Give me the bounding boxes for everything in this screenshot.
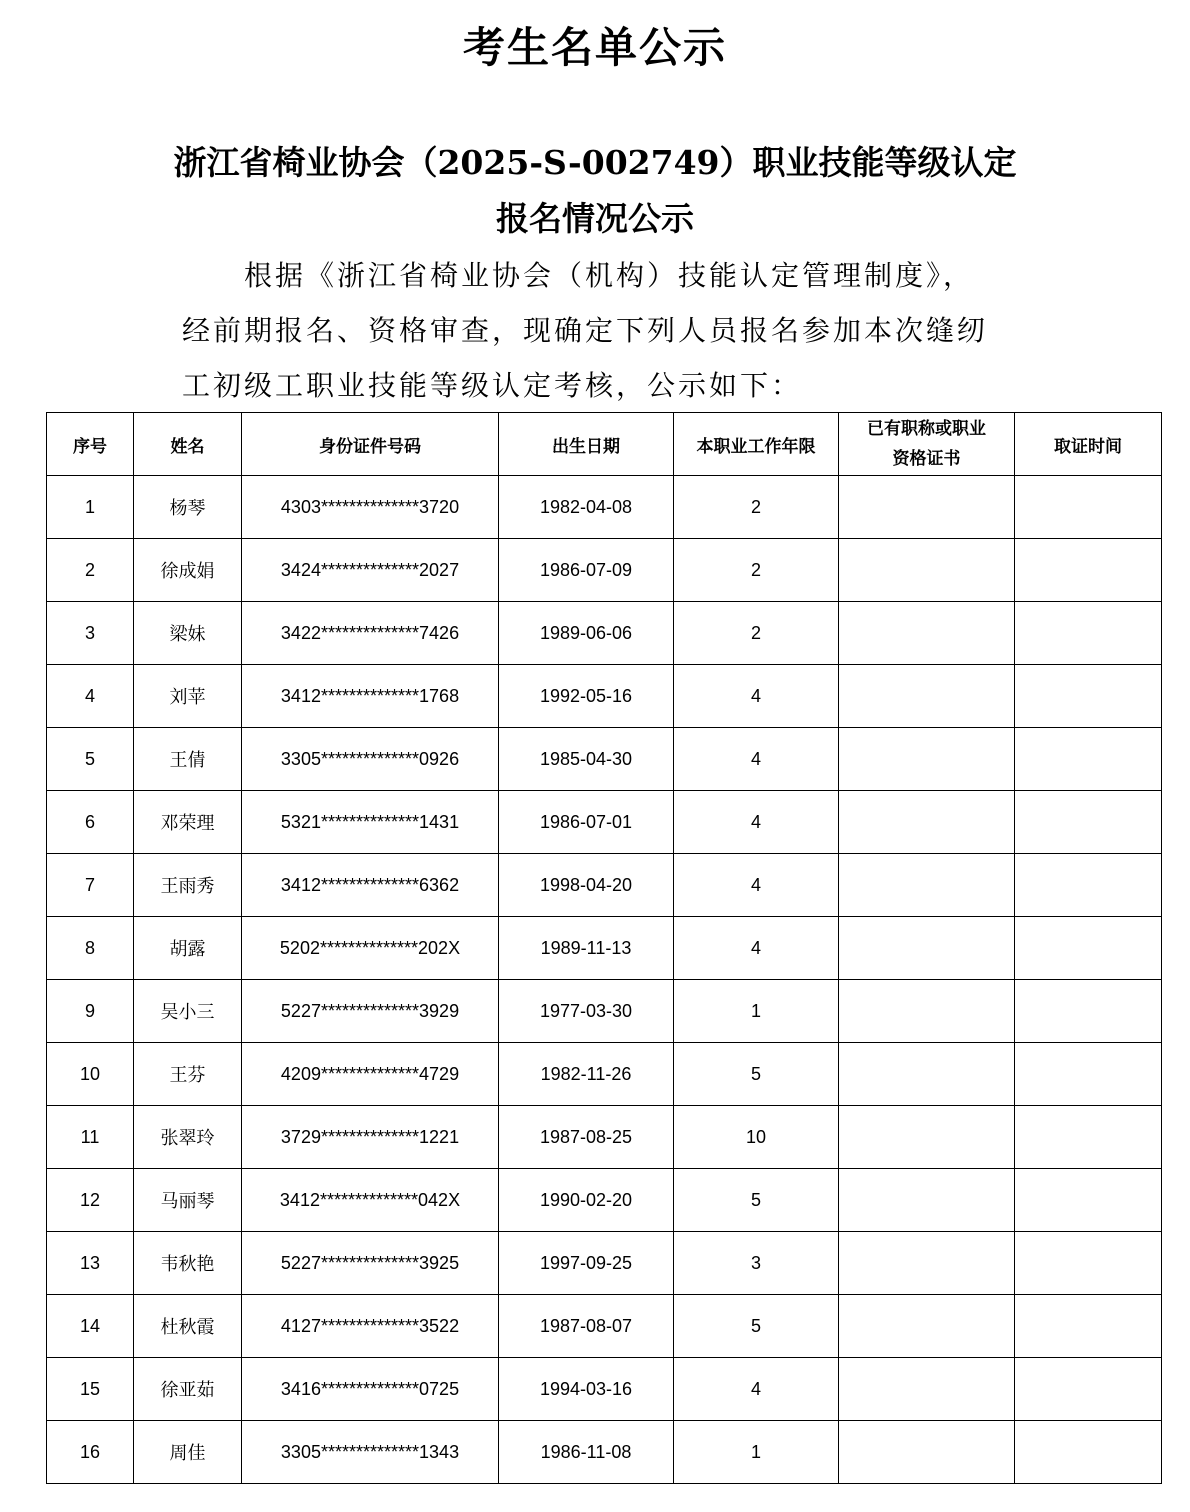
cell-cert-time	[1015, 602, 1162, 665]
cell-index: 14	[47, 1295, 134, 1358]
header-birth-date: 出生日期	[499, 413, 674, 476]
cell-id-number: 3729**************1221	[242, 1106, 499, 1169]
cell-certificate	[839, 1295, 1015, 1358]
table-row	[47, 1169, 1162, 1232]
cell-index: 8	[47, 917, 134, 980]
cell-work-years: 5	[674, 1043, 839, 1106]
cell-id-number: 3412**************042X	[242, 1169, 499, 1232]
cell-cert-time	[1015, 1232, 1162, 1295]
cell-cert-time	[1015, 854, 1162, 917]
table-row	[47, 980, 1162, 1043]
table-row	[47, 1043, 1162, 1106]
cell-cert-time	[1015, 1421, 1162, 1484]
cell-certificate	[839, 980, 1015, 1043]
cell-birth-date: 1990-02-20	[499, 1169, 674, 1232]
header-id-number: 身份证件号码	[242, 413, 499, 476]
cell-cert-time	[1015, 665, 1162, 728]
cell-work-years: 5	[674, 1295, 839, 1358]
cell-id-number: 5227**************3929	[242, 980, 499, 1043]
cell-index: 4	[47, 665, 134, 728]
candidate-table	[46, 412, 1162, 1484]
cell-name: 杜秋霞	[134, 1295, 242, 1358]
subtitle-line-1: 浙江省椅业协会（2025-S-002749）职业技能等级认定	[173, 143, 1017, 182]
cell-id-number: 5321**************1431	[242, 791, 499, 854]
cell-birth-date: 1987-08-07	[499, 1295, 674, 1358]
cell-birth-date: 1989-11-13	[499, 917, 674, 980]
table-row	[47, 602, 1162, 665]
cell-birth-date: 1977-03-30	[499, 980, 674, 1043]
cell-certificate	[839, 1043, 1015, 1106]
cell-index: 10	[47, 1043, 134, 1106]
cell-name: 王雨秀	[134, 854, 242, 917]
cell-birth-date: 1994-03-16	[499, 1358, 674, 1421]
cell-name: 韦秋艳	[134, 1232, 242, 1295]
header-index: 序号	[47, 413, 134, 476]
cell-id-number: 3422**************7426	[242, 602, 499, 665]
cell-id-number: 3424**************2027	[242, 539, 499, 602]
cell-name: 周佳	[134, 1421, 242, 1484]
table-row	[47, 1421, 1162, 1484]
cell-cert-time	[1015, 1043, 1162, 1106]
cell-certificate	[839, 1106, 1015, 1169]
header-certificate-line-2: 资格证书	[892, 449, 961, 469]
table-row	[47, 728, 1162, 791]
cell-birth-date: 1989-06-06	[499, 602, 674, 665]
cell-id-number: 3305**************1343	[242, 1421, 499, 1484]
cell-index: 16	[47, 1421, 134, 1484]
table-row	[47, 1358, 1162, 1421]
cell-index: 5	[47, 728, 134, 791]
cell-certificate	[839, 476, 1015, 539]
cell-birth-date: 1998-04-20	[499, 854, 674, 917]
cell-cert-time	[1015, 728, 1162, 791]
cell-name: 王倩	[134, 728, 242, 791]
cell-cert-time	[1015, 791, 1162, 854]
intro-line-3: 工初级工职业技能等级认定考核，公示如下：	[182, 369, 803, 402]
cell-birth-date: 1982-04-08	[499, 476, 674, 539]
cell-index: 1	[47, 476, 134, 539]
cell-certificate	[839, 1232, 1015, 1295]
cell-work-years: 2	[674, 476, 839, 539]
cell-cert-time	[1015, 539, 1162, 602]
cell-certificate	[839, 665, 1015, 728]
cell-name: 张翠玲	[134, 1106, 242, 1169]
table-row	[47, 539, 1162, 602]
cell-work-years: 3	[674, 1232, 839, 1295]
cell-name: 马丽琴	[134, 1169, 242, 1232]
cell-certificate	[839, 917, 1015, 980]
cell-name: 邓荣理	[134, 791, 242, 854]
cell-certificate	[839, 791, 1015, 854]
cell-certificate	[839, 854, 1015, 917]
table-row	[47, 1232, 1162, 1295]
cell-id-number: 5227**************3925	[242, 1232, 499, 1295]
table-row	[47, 1106, 1162, 1169]
cell-index: 9	[47, 980, 134, 1043]
header-certificate-line-1: 已有职称或职业	[867, 419, 986, 439]
table-row	[47, 476, 1162, 539]
cell-birth-date: 1992-05-16	[499, 665, 674, 728]
cell-id-number: 3305**************0926	[242, 728, 499, 791]
table-row	[47, 1295, 1162, 1358]
cell-certificate	[839, 728, 1015, 791]
cell-index: 3	[47, 602, 134, 665]
cell-index: 15	[47, 1358, 134, 1421]
intro-line-1: 根据《浙江省椅业协会（机构）技能认定管理制度》，	[244, 259, 975, 292]
cell-id-number: 4127**************3522	[242, 1295, 499, 1358]
cell-cert-time	[1015, 1169, 1162, 1232]
table-header-row	[47, 413, 1162, 476]
table-row	[47, 917, 1162, 980]
header-cert-time: 取证时间	[1015, 413, 1162, 476]
cell-work-years: 4	[674, 917, 839, 980]
cell-name: 胡露	[134, 917, 242, 980]
table-body	[47, 476, 1162, 1484]
cell-name: 刘苹	[134, 665, 242, 728]
table-row	[47, 665, 1162, 728]
cell-cert-time	[1015, 1358, 1162, 1421]
cell-certificate	[839, 1169, 1015, 1232]
subtitle-line-2: 报名情况公示	[496, 199, 694, 238]
cell-work-years: 1	[674, 980, 839, 1043]
intro-line-2: 经前期报名、资格审查，现确定下列人员报名参加本次缝纫	[182, 314, 989, 347]
cell-work-years: 2	[674, 602, 839, 665]
cell-name: 徐亚茹	[134, 1358, 242, 1421]
cell-id-number: 3412**************1768	[242, 665, 499, 728]
cell-index: 6	[47, 791, 134, 854]
cell-work-years: 4	[674, 665, 839, 728]
cell-index: 7	[47, 854, 134, 917]
cell-birth-date: 1986-07-09	[499, 539, 674, 602]
cell-work-years: 4	[674, 854, 839, 917]
table-row	[47, 791, 1162, 854]
cell-id-number: 4209**************4729	[242, 1043, 499, 1106]
cell-birth-date: 1982-11-26	[499, 1043, 674, 1106]
cell-name: 王芬	[134, 1043, 242, 1106]
cell-index: 2	[47, 539, 134, 602]
cell-id-number: 3412**************6362	[242, 854, 499, 917]
cell-work-years: 4	[674, 791, 839, 854]
cell-name: 梁妹	[134, 602, 242, 665]
header-name: 姓名	[134, 413, 242, 476]
header-work-years: 本职业工作年限	[674, 413, 839, 476]
cell-work-years: 5	[674, 1169, 839, 1232]
cell-cert-time	[1015, 980, 1162, 1043]
cell-index: 12	[47, 1169, 134, 1232]
cell-work-years: 10	[674, 1106, 839, 1169]
header-certificate	[839, 413, 1015, 476]
cell-work-years: 2	[674, 539, 839, 602]
cell-birth-date: 1985-04-30	[499, 728, 674, 791]
cell-id-number: 3416**************0725	[242, 1358, 499, 1421]
cell-cert-time	[1015, 917, 1162, 980]
cell-work-years: 4	[674, 1358, 839, 1421]
cell-certificate	[839, 539, 1015, 602]
cell-certificate	[839, 1358, 1015, 1421]
cell-id-number: 4303**************3720	[242, 476, 499, 539]
cell-certificate	[839, 602, 1015, 665]
cell-certificate	[839, 1421, 1015, 1484]
cell-work-years: 1	[674, 1421, 839, 1484]
cell-cert-time	[1015, 1295, 1162, 1358]
cell-birth-date: 1997-09-25	[499, 1232, 674, 1295]
cell-birth-date: 1987-08-25	[499, 1106, 674, 1169]
page-title: 考生名单公示	[462, 23, 727, 72]
cell-birth-date: 1986-11-08	[499, 1421, 674, 1484]
cell-id-number: 5202**************202X	[242, 917, 499, 980]
cell-index: 13	[47, 1232, 134, 1295]
table-row	[47, 854, 1162, 917]
cell-name: 杨琴	[134, 476, 242, 539]
cell-cert-time	[1015, 1106, 1162, 1169]
cell-cert-time	[1015, 476, 1162, 539]
cell-name: 吴小三	[134, 980, 242, 1043]
cell-index: 11	[47, 1106, 134, 1169]
cell-work-years: 4	[674, 728, 839, 791]
cell-birth-date: 1986-07-01	[499, 791, 674, 854]
cell-name: 徐成娟	[134, 539, 242, 602]
